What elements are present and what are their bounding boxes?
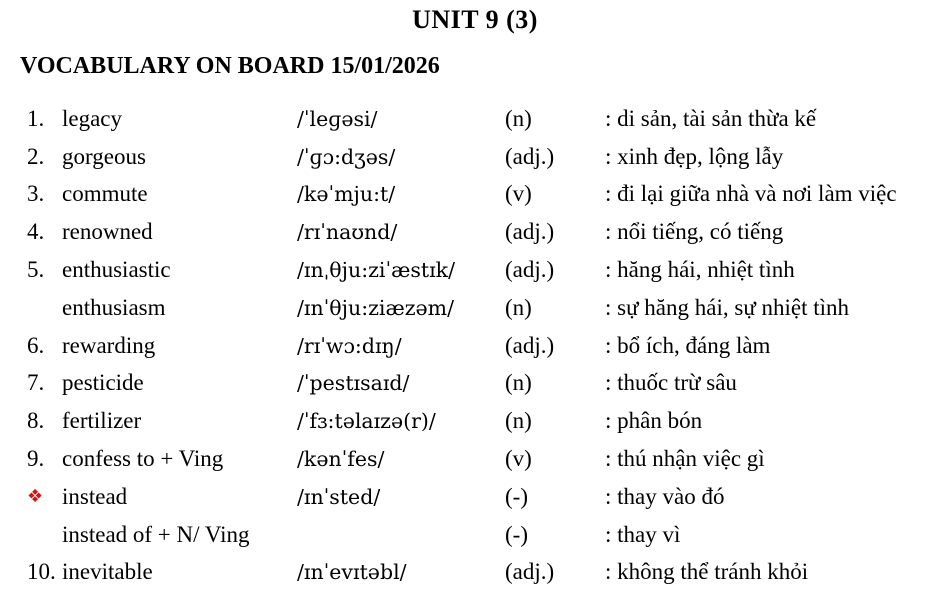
part-of-speech: (adj.) xyxy=(505,332,555,358)
phonetic: /ɪnˌθju:ziˈæstɪk/ xyxy=(297,258,456,283)
row-number: 2. xyxy=(27,143,45,169)
vocab-row xyxy=(0,402,950,440)
part-of-speech: (n) xyxy=(505,105,532,131)
meaning: : nổi tiếng, có tiếng xyxy=(605,219,784,245)
phonetic: /ˈpestɪsaɪd/ xyxy=(297,371,410,396)
vocab-row xyxy=(0,478,950,516)
part-of-speech: (v) xyxy=(505,181,532,207)
phonetic: /ˈɡɔ:dʒəs/ xyxy=(297,144,396,169)
meaning: : thay vào đó xyxy=(605,483,725,509)
part-of-speech: (n) xyxy=(505,294,532,320)
meaning: : xinh đẹp, lộng lẫy xyxy=(605,143,784,169)
part-of-speech: (-) xyxy=(505,521,528,547)
vocab-word: confess to + Ving xyxy=(62,446,224,472)
row-number: 5. xyxy=(27,257,45,283)
part-of-speech: (n) xyxy=(505,408,532,434)
vocab-row xyxy=(0,100,950,138)
vocab-word: renowned xyxy=(62,219,153,245)
vocab-word: inevitable xyxy=(62,559,153,585)
meaning: : thay vì xyxy=(605,521,681,547)
vocab-row xyxy=(0,440,950,478)
row-number: 8. xyxy=(27,408,45,434)
meaning: : phân bón xyxy=(605,408,703,434)
meaning: : hăng hái, nhiệt tình xyxy=(605,257,795,283)
vocab-word: instead of + N/ Ving xyxy=(62,521,250,547)
vocab-row xyxy=(0,176,950,214)
meaning: : thú nhận việc gì xyxy=(605,446,765,472)
vocab-word: fertilizer xyxy=(62,408,142,434)
vocab-row xyxy=(0,365,950,403)
row-number: 4. xyxy=(27,219,45,245)
row-number: 6. xyxy=(27,332,45,358)
part-of-speech: (v) xyxy=(505,446,532,472)
vocab-row xyxy=(0,516,950,554)
phonetic: /ˈleɡəsi/ xyxy=(297,106,378,131)
vocab-word: pesticide xyxy=(62,370,144,396)
part-of-speech: (adj.) xyxy=(505,143,555,169)
part-of-speech: (-) xyxy=(505,483,528,509)
row-number: 1. xyxy=(27,105,45,131)
vocab-word: enthusiasm xyxy=(62,294,166,320)
row-number: 3. xyxy=(27,181,45,207)
vocab-word: legacy xyxy=(62,105,123,131)
phonetic: /ɪnˈθju:ziæzəm/ xyxy=(297,295,455,320)
phonetic: /ˈfɜ:təlaɪzə(r)/ xyxy=(297,409,436,434)
vocab-row xyxy=(0,289,950,327)
part-of-speech: (n) xyxy=(505,370,532,396)
phonetic: /ɪnˈevɪtəbl/ xyxy=(297,560,407,585)
row-number: 7. xyxy=(27,370,45,396)
meaning: : sự hăng hái, sự nhiệt tình xyxy=(605,294,850,320)
part-of-speech: (adj.) xyxy=(505,559,555,585)
page-title: UNIT 9 (3) xyxy=(412,5,538,34)
vocab-word: gorgeous xyxy=(62,143,146,169)
vocab-row xyxy=(0,327,950,365)
vocab-row xyxy=(0,251,950,289)
meaning: : di sản, tài sản thừa kế xyxy=(605,105,817,131)
meaning: : thuốc trừ sâu xyxy=(605,370,737,396)
vocab-row xyxy=(0,213,950,251)
phonetic: /kənˈfes/ xyxy=(297,447,385,472)
meaning: : không thể tránh khỏi xyxy=(605,559,809,585)
vocab-word: instead xyxy=(62,483,128,509)
phonetic: /ɪnˈsted/ xyxy=(297,484,381,509)
vocab-row xyxy=(0,554,950,592)
phonetic: /rɪˈwɔ:dɪŋ/ xyxy=(297,333,402,358)
vocab-table xyxy=(0,100,950,591)
vocab-word: commute xyxy=(62,181,148,207)
vocab-word: enthusiastic xyxy=(62,257,171,283)
document-subtitle: VOCABULARY ON BOARD 15/01/2026 xyxy=(20,53,440,79)
part-of-speech: (adj.) xyxy=(505,219,555,245)
phonetic: /kəˈmju:t/ xyxy=(297,182,396,207)
meaning: : đi lại giữa nhà và nơi làm việc xyxy=(605,181,897,207)
row-number: 10. xyxy=(27,559,56,585)
row-number: 9. xyxy=(27,446,45,472)
meaning: : bổ ích, đáng làm xyxy=(605,332,771,358)
part-of-speech: (adj.) xyxy=(505,257,555,283)
vocab-row xyxy=(0,138,950,176)
diamond-bullet-icon: ❖ xyxy=(27,485,44,507)
vocab-word: rewarding xyxy=(62,332,156,358)
phonetic: /rɪˈnaʊnd/ xyxy=(297,220,398,245)
